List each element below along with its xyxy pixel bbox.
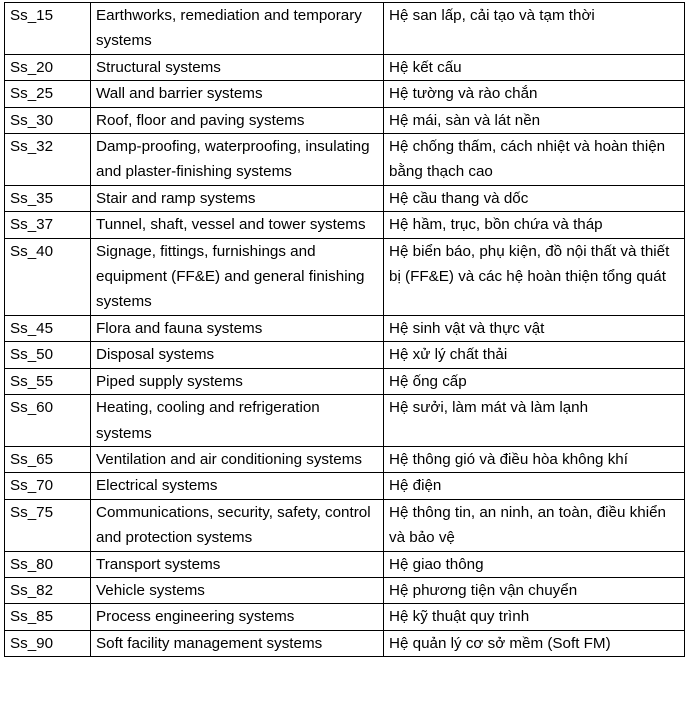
system-code: Ss_50 <box>5 342 91 368</box>
system-name-vietnamese: Hệ kỹ thuật quy trình <box>384 604 685 630</box>
table-row <box>5 185 685 211</box>
system-name-vietnamese: Hệ chống thấm, cách nhiệt và hoàn thiện bằng thạch cao <box>384 134 685 186</box>
system-code: Ss_20 <box>5 54 91 80</box>
system-code: Ss_55 <box>5 368 91 394</box>
system-name-english: Electrical systems <box>91 473 384 499</box>
table-row <box>5 81 685 107</box>
system-code: Ss_15 <box>5 3 91 55</box>
system-code: Ss_30 <box>5 107 91 133</box>
system-name-vietnamese: Hệ phương tiện vận chuyển <box>384 577 685 603</box>
system-name-english: Tunnel, shaft, vessel and tower systems <box>91 212 384 238</box>
system-code: Ss_75 <box>5 499 91 551</box>
system-code: Ss_40 <box>5 238 91 315</box>
system-name-english: Communications, security, safety, control and protection systems <box>91 499 384 551</box>
system-code: Ss_37 <box>5 212 91 238</box>
system-name-vietnamese: Hệ cầu thang và dốc <box>384 185 685 211</box>
system-name-english: Stair and ramp systems <box>91 185 384 211</box>
table-row <box>5 577 685 603</box>
system-name-english: Flora and fauna systems <box>91 315 384 341</box>
system-code: Ss_70 <box>5 473 91 499</box>
table-row <box>5 446 685 472</box>
table-row <box>5 499 685 551</box>
table-row <box>5 551 685 577</box>
system-name-vietnamese: Hệ giao thông <box>384 551 685 577</box>
table-row <box>5 604 685 630</box>
system-code: Ss_80 <box>5 551 91 577</box>
system-code: Ss_82 <box>5 577 91 603</box>
system-name-vietnamese: Hệ thông tin, an ninh, an toàn, điều khiển và bảo vệ <box>384 499 685 551</box>
system-name-vietnamese: Hệ xử lý chất thải <box>384 342 685 368</box>
table-row <box>5 342 685 368</box>
table-row <box>5 315 685 341</box>
system-code: Ss_35 <box>5 185 91 211</box>
system-name-vietnamese: Hệ biển báo, phụ kiện, đồ nội thất và thiết bị (FF&E) và các hệ hoàn thiện tổng quát <box>384 238 685 315</box>
system-name-english: Ventilation and air conditioning systems <box>91 446 384 472</box>
system-name-english: Process engineering systems <box>91 604 384 630</box>
system-name-english: Signage, fittings, furnishings and equipment (FF&E) and general finishing systems <box>91 238 384 315</box>
system-name-vietnamese: Hệ thông gió và điều hòa không khí <box>384 446 685 472</box>
system-name-english: Earthworks, remediation and temporary systems <box>91 3 384 55</box>
table-row <box>5 395 685 447</box>
system-name-vietnamese: Hệ ống cấp <box>384 368 685 394</box>
system-code: Ss_85 <box>5 604 91 630</box>
system-name-vietnamese: Hệ hầm, trục, bồn chứa và tháp <box>384 212 685 238</box>
system-name-english: Vehicle systems <box>91 577 384 603</box>
system-name-english: Soft facility management systems <box>91 630 384 656</box>
system-code: Ss_32 <box>5 134 91 186</box>
system-code: Ss_45 <box>5 315 91 341</box>
system-name-english: Transport systems <box>91 551 384 577</box>
table-row <box>5 54 685 80</box>
system-code: Ss_25 <box>5 81 91 107</box>
table-row <box>5 238 685 315</box>
system-name-vietnamese: Hệ mái, sàn và lát nền <box>384 107 685 133</box>
table-row <box>5 630 685 656</box>
system-name-vietnamese: Hệ sinh vật và thực vật <box>384 315 685 341</box>
table-row <box>5 368 685 394</box>
table-row <box>5 134 685 186</box>
table-row <box>5 107 685 133</box>
system-name-english: Disposal systems <box>91 342 384 368</box>
table-row <box>5 3 685 55</box>
system-name-vietnamese: Hệ quản lý cơ sở mềm (Soft FM) <box>384 630 685 656</box>
system-name-vietnamese: Hệ tường và rào chắn <box>384 81 685 107</box>
system-name-english: Roof, floor and paving systems <box>91 107 384 133</box>
system-name-vietnamese: Hệ điện <box>384 473 685 499</box>
system-name-english: Piped supply systems <box>91 368 384 394</box>
system-name-vietnamese: Hệ sưởi, làm mát và làm lạnh <box>384 395 685 447</box>
table-row <box>5 473 685 499</box>
system-code: Ss_90 <box>5 630 91 656</box>
system-name-english: Damp-proofing, waterproofing, insulating and plaster-finishing systems <box>91 134 384 186</box>
system-name-english: Heating, cooling and refrigeration systems <box>91 395 384 447</box>
table-row <box>5 212 685 238</box>
system-name-english: Structural systems <box>91 54 384 80</box>
system-name-vietnamese: Hệ san lấp, cải tạo và tạm thời <box>384 3 685 55</box>
system-name-english: Wall and barrier systems <box>91 81 384 107</box>
system-code: Ss_65 <box>5 446 91 472</box>
system-name-vietnamese: Hệ kết cấu <box>384 54 685 80</box>
classification-table-container <box>4 2 684 657</box>
systems-classification-table <box>4 2 685 657</box>
system-code: Ss_60 <box>5 395 91 447</box>
